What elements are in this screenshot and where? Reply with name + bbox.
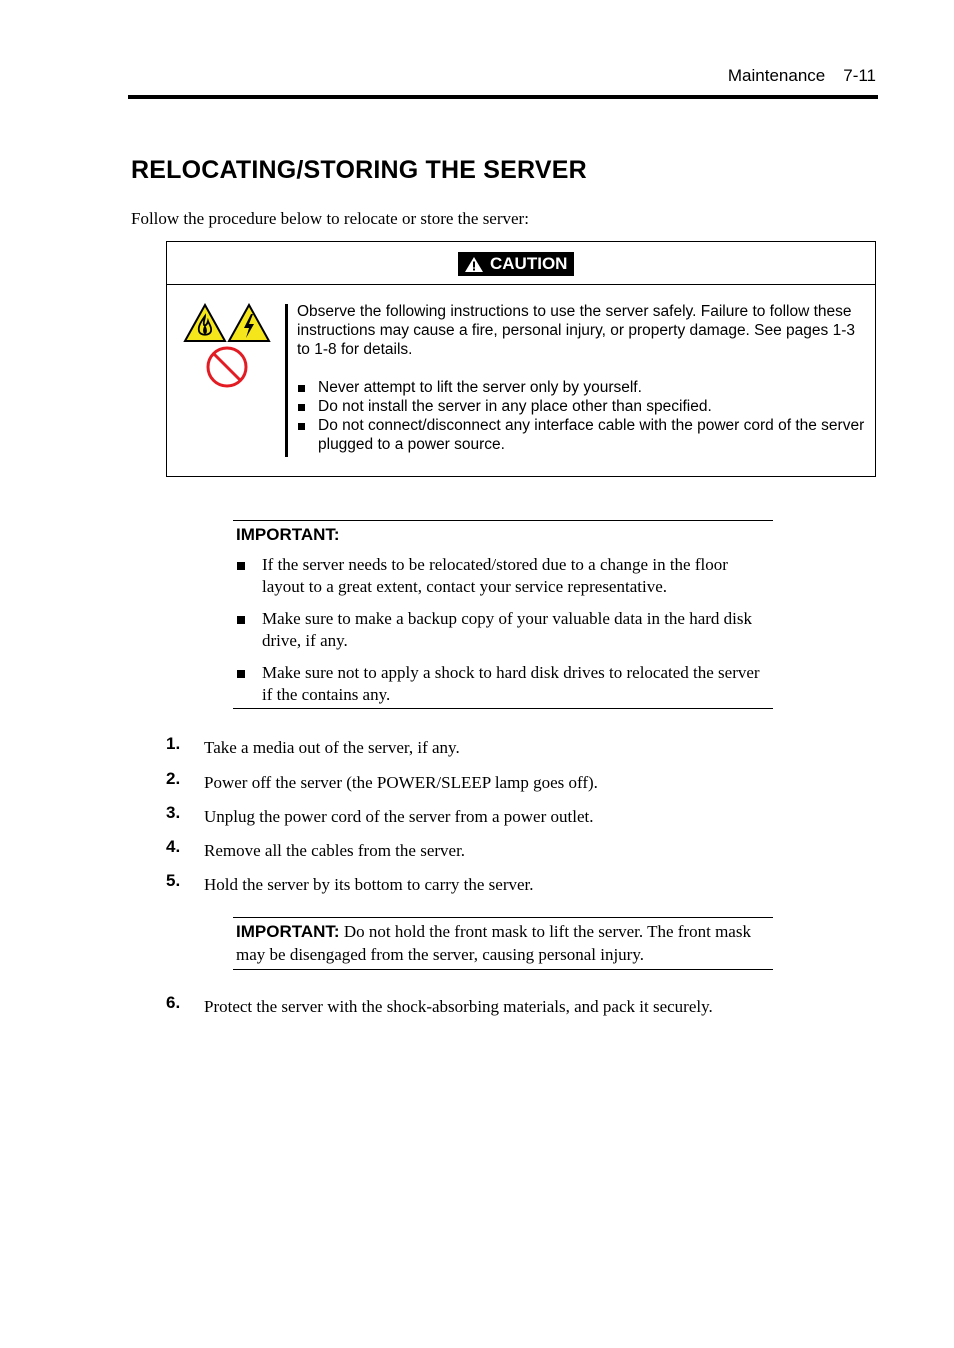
- step-text: Remove all the cables from the server.: [204, 841, 466, 860]
- caution-label: CAUTION: [490, 254, 568, 273]
- caution-content: [297, 302, 869, 454]
- important-label: IMPORTANT:: [236, 525, 340, 544]
- warning-triangle-icon: [464, 256, 484, 273]
- caution-item: Do not install the server in any place other than specified.: [297, 397, 869, 416]
- caution-item: Do not connect/disconnect any interface cable with the power cord of the server plugged to a power source.: [297, 416, 869, 454]
- caution-icons: [181, 302, 273, 392]
- important-label: IMPORTANT:: [236, 922, 340, 941]
- important-list: [233, 554, 773, 706]
- step-text: Hold the server by its bottom to carry the server.: [204, 875, 534, 894]
- step-number: 1.: [166, 734, 181, 753]
- step-number: 3.: [166, 803, 181, 822]
- step-number: 5.: [166, 871, 181, 890]
- step-text: Protect the server with the shock-absorbing materials, and pack it securely.: [204, 997, 713, 1016]
- page-title: RELOCATING/STORING THE SERVER: [131, 156, 587, 184]
- running-header: [728, 66, 876, 86]
- caution-header: [167, 242, 875, 285]
- step-text: Take a media out of the server, if any.: [204, 738, 460, 757]
- important-item: Make sure not to apply a shock to hard disk drives to relocated the server if the contains any.: [233, 662, 773, 706]
- step-number: 6.: [166, 993, 181, 1012]
- caution-box: [166, 241, 876, 477]
- step-number: 4.: [166, 837, 181, 856]
- caution-item: Never attempt to lift the server only by yourself.: [297, 378, 869, 397]
- step-text: Power off the server (the POWER/SLEEP lamp goes off).: [204, 773, 598, 792]
- caution-list: [297, 378, 869, 454]
- important-note-block: [233, 520, 773, 709]
- step-number: 2.: [166, 769, 181, 788]
- electric-shock-warning-icon: [227, 303, 271, 343]
- header-rule: [128, 95, 878, 99]
- caution-text: Observe the following instructions to use the server safely. Failure to follow these instructions may cause a fire, personal injury, or property damage. See pages 1-3 to 1-8 for details.: [297, 303, 855, 358]
- page-number: 7-11: [843, 66, 876, 85]
- important-text: Do not hold the front mask to lift the server. The front mask may be disengaged from the server, causing personal injury.: [236, 922, 751, 964]
- prohibited-icon: [205, 345, 249, 389]
- caution-divider: [285, 304, 288, 457]
- fire-warning-icon: [183, 303, 227, 343]
- important-item: If the server needs to be relocated/stored due to a change in the floor layout to a great extent, contact your service representative.: [233, 554, 773, 598]
- header-section: Maintenance: [727, 66, 826, 85]
- important-note-inline: [233, 917, 773, 970]
- important-item: Make sure to make a backup copy of your valuable data in the hard disk drive, if any.: [233, 608, 773, 652]
- caution-badge: [458, 252, 574, 276]
- intro-paragraph: Follow the procedure below to relocate or store the server:: [131, 209, 529, 228]
- step-text: Unplug the power cord of the server from a power outlet.: [204, 807, 594, 826]
